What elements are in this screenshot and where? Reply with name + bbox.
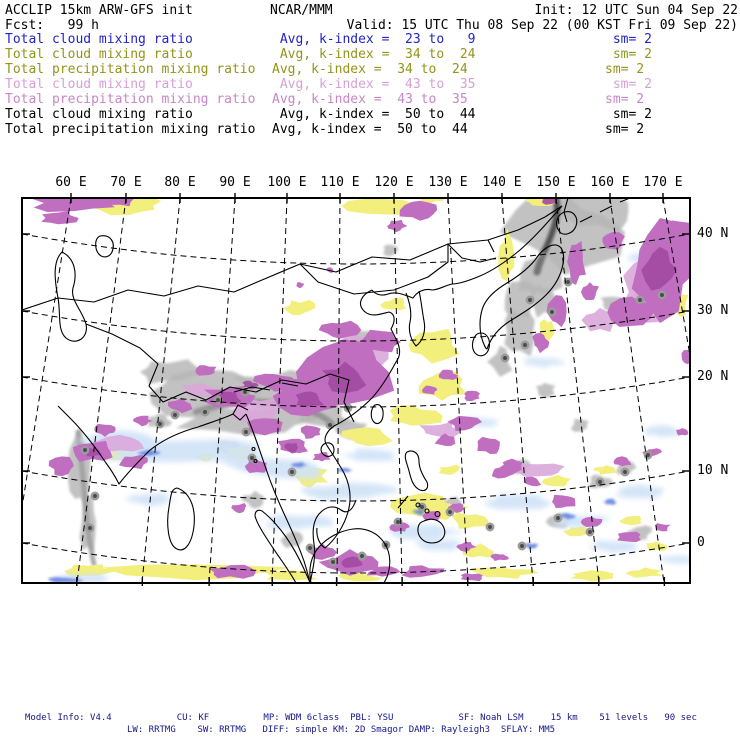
legend-row-label: Total precipitation mixing ratio bbox=[5, 62, 256, 77]
lat-label: 10 N bbox=[697, 463, 729, 478]
legend-row-label: Total precipitation mixing ratio bbox=[5, 122, 256, 137]
legend-row-label: Total precipitation mixing ratio bbox=[5, 92, 256, 107]
model-info-line2: LW: RRTMG SW: RRTMG DIFF: simple KM: 2D Smagor DAMP: Rayleigh3 SFLAY: MM5 bbox=[127, 725, 556, 735]
legend-row-sm: sm= 2 bbox=[605, 77, 652, 92]
legend-row-sm: sm= 2 bbox=[605, 47, 652, 62]
lon-label: 70 E bbox=[110, 175, 142, 190]
lat-label: 30 N bbox=[697, 303, 729, 318]
legend-row-stat: Avg, k-index = 23 to 9 bbox=[272, 32, 476, 47]
init-time: Init: 12 UTC Sun 04 Sep 22 bbox=[534, 3, 738, 18]
legend-row-sm: sm= 2 bbox=[605, 62, 645, 77]
valid-time: Valid: 15 UTC Thu 08 Sep 22 (00 KST Fri 09 Sep 22) bbox=[346, 18, 738, 33]
lon-label: 160 E bbox=[590, 175, 630, 190]
legend-row-sm: sm= 2 bbox=[605, 107, 652, 122]
lat-label: 0 bbox=[697, 535, 705, 550]
lon-label: 100 E bbox=[267, 175, 307, 190]
legend-row-stat: Avg, k-index = 34 to 24 bbox=[272, 62, 468, 77]
lon-label: 170 E bbox=[643, 175, 683, 190]
model-info-line1: Model Info: V4.4 CU: KF MP: WDM 6class PBL: YSU SF: Noah LSM 15 km 51 levels 90 sec bbox=[25, 713, 697, 723]
lon-label: 130 E bbox=[428, 175, 468, 190]
legend-row-stat: Avg, k-index = 43 to 35 bbox=[272, 92, 468, 107]
lon-label: 140 E bbox=[482, 175, 522, 190]
lon-label: 120 E bbox=[374, 175, 414, 190]
legend-row-label: Total cloud mixing ratio bbox=[5, 107, 193, 122]
legend-row-sm: sm= 2 bbox=[605, 92, 645, 107]
lat-label: 40 N bbox=[697, 226, 729, 241]
legend-row-stat: Avg, k-index = 34 to 24 bbox=[272, 47, 476, 62]
legend-row-stat: Avg, k-index = 50 to 44 bbox=[272, 107, 476, 122]
center-name: NCAR/MMM bbox=[270, 3, 333, 18]
lon-label: 150 E bbox=[536, 175, 576, 190]
legend-row-sm: sm= 2 bbox=[605, 122, 645, 137]
legend-row-sm: sm= 2 bbox=[605, 32, 652, 47]
lon-label: 60 E bbox=[55, 175, 87, 190]
lon-label: 80 E bbox=[164, 175, 196, 190]
legend-row-label: Total cloud mixing ratio bbox=[5, 77, 193, 92]
legend-row-stat: Avg, k-index = 50 to 44 bbox=[272, 122, 468, 137]
forecast-hour: Fcst: 99 h bbox=[5, 18, 99, 33]
legend-row-label: Total cloud mixing ratio bbox=[5, 47, 193, 62]
lat-label: 20 N bbox=[697, 369, 729, 384]
lon-label: 110 E bbox=[320, 175, 360, 190]
legend-row-label: Total cloud mixing ratio bbox=[5, 32, 193, 47]
lon-label: 90 E bbox=[219, 175, 251, 190]
product-title: ACCLIP 15km ARW-GFS init bbox=[5, 3, 193, 18]
legend-row-stat: Avg, k-index = 43 to 35 bbox=[272, 77, 476, 92]
